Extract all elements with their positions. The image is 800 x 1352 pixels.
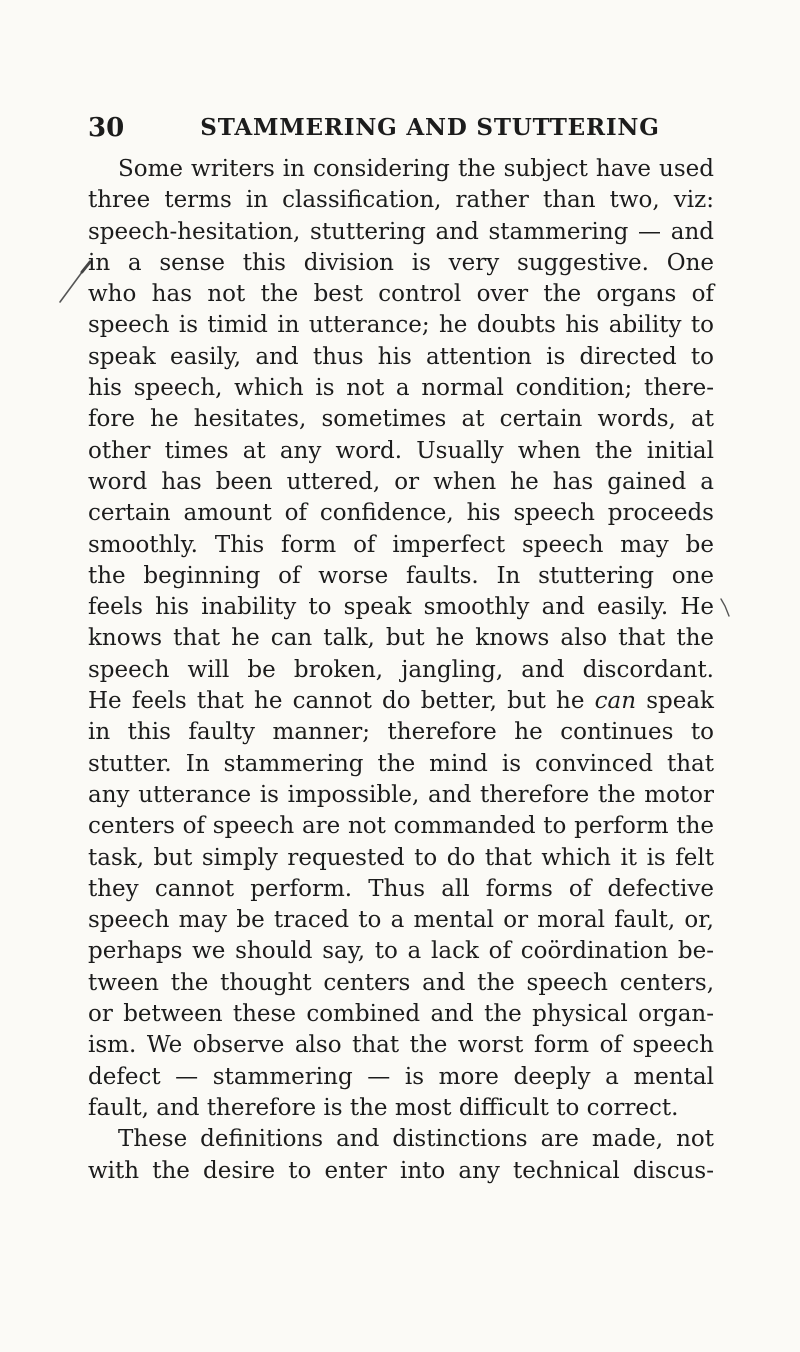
body-text [88, 154, 714, 1187]
text-line: fore he hesitates, sometimes at certain words, at [88, 406, 714, 433]
text-line: stutter. In stammering the mind is convinced that [88, 750, 714, 777]
text-line: who has not the best control over the organs of [88, 281, 714, 308]
text-line: speech may be traced to a mental or moral fault, or, [88, 907, 714, 934]
text-line: knows that he can talk, but he knows also that the [88, 625, 714, 652]
text-line: the beginning of worse faults. In stuttering one [88, 562, 714, 589]
text-line: smoothly. This form of imperfect speech may be [88, 531, 714, 558]
text-line: his speech, which is not a normal condition; there- [88, 375, 714, 402]
text-line: in a sense this division is very suggestive. One [88, 249, 714, 276]
text-line-with-italic [88, 686, 714, 717]
text-line: speak easily, and thus his attention is directed to [88, 343, 714, 370]
text-line: or between these combined and the physical organ- [88, 1001, 714, 1028]
line-segment: speak [636, 688, 714, 715]
text-line: in this faulty manner; therefore he continues to [88, 719, 714, 746]
text-line: fault, and therefore is the most difficult to correct. [88, 1094, 679, 1121]
text-line: These definitions and distinctions are made, not [118, 1126, 714, 1153]
running-head: STAMMERING AND STUTTERING [200, 114, 660, 141]
text-line: other times at any word. Usually when the initial [88, 437, 714, 464]
text-line: feels his inability to speak smoothly and easily. He [88, 594, 714, 621]
text-line: Some writers in considering the subject have used [118, 156, 714, 182]
page-number: 30 [88, 113, 125, 143]
text-line: speech will be broken, jangling, and discordant. [88, 656, 714, 683]
text-line: certain amount of confidence, his speech proceeds [88, 500, 714, 527]
pencil-tick-mark [718, 596, 732, 620]
text-line: speech-hesitation, stuttering and stammering — and [88, 218, 714, 245]
text-line: centers of speech are not commanded to perform the [88, 813, 714, 840]
text-line: they cannot perform. Thus all forms of defective [88, 875, 714, 902]
italic-word: can [594, 688, 637, 715]
line-segment: He feels that he cannot do better, but he [88, 688, 595, 715]
text-line: any utterance is impossible, and therefore the motor [88, 781, 714, 808]
text-line: task, but simply requested to do that which it is felt [88, 844, 714, 871]
text-line: tween the thought centers and the speech centers, [88, 969, 714, 996]
text-line: perhaps we should say, to a lack of coördination be- [88, 938, 714, 965]
page-header [0, 108, 800, 148]
text-line: three terms in classification, rather than two, viz: [88, 187, 714, 214]
text-line: defect — stammering — is more deeply a mental [88, 1063, 714, 1090]
text-line: speech is timid in utterance; he doubts his ability to [88, 312, 714, 339]
text-line: word has been uttered, or when he has gained a [88, 468, 714, 495]
text-line: ism. We observe also that the worst form of speech [88, 1032, 714, 1059]
text-line: with the desire to enter into any technical discus- [88, 1157, 714, 1184]
